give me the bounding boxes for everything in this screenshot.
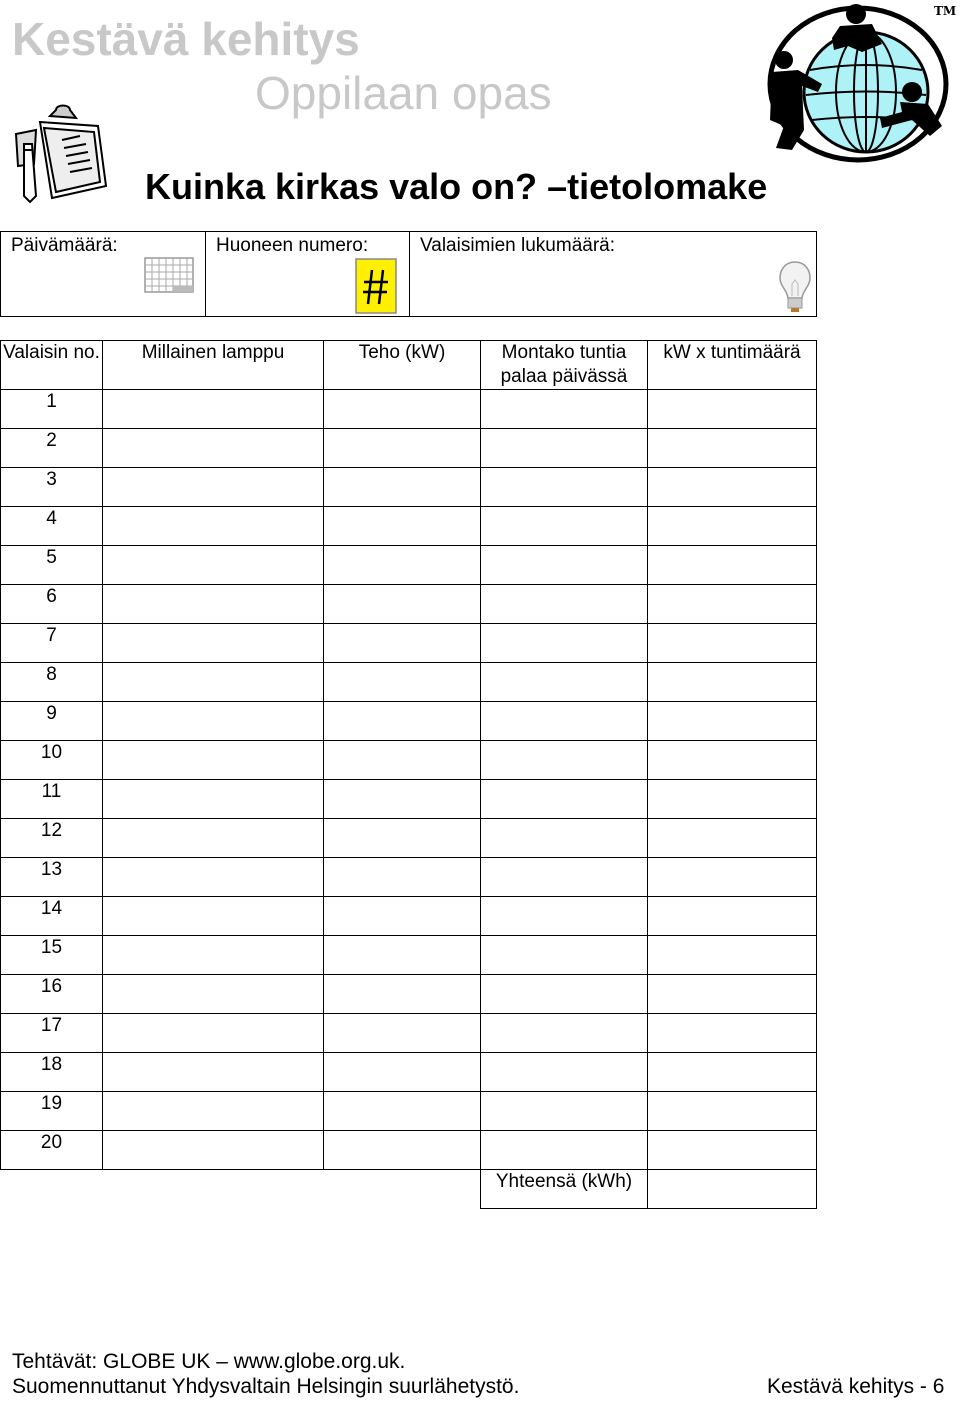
kwh-cell[interactable] bbox=[648, 1131, 817, 1170]
hours-cell[interactable] bbox=[481, 819, 648, 858]
hours-cell[interactable] bbox=[481, 624, 648, 663]
hours-cell[interactable] bbox=[481, 936, 648, 975]
kwh-cell[interactable] bbox=[648, 1014, 817, 1053]
lamp-type-cell[interactable] bbox=[103, 1131, 324, 1170]
table-row bbox=[1, 858, 817, 897]
power-cell[interactable] bbox=[324, 468, 481, 507]
hours-cell[interactable] bbox=[481, 468, 648, 507]
kwh-cell[interactable] bbox=[648, 975, 817, 1014]
empty-cell bbox=[1, 1170, 103, 1209]
hours-cell[interactable] bbox=[481, 663, 648, 702]
table-row bbox=[1, 429, 817, 468]
kwh-cell[interactable] bbox=[648, 429, 817, 468]
col-header-lamp-type: Millainen lamppu bbox=[103, 341, 324, 390]
row-number: 12 bbox=[1, 819, 103, 858]
table-row bbox=[1, 585, 817, 624]
row-number: 6 bbox=[1, 585, 103, 624]
col-header-light-no: Valaisin no. bbox=[1, 341, 103, 390]
trademark-mark: TM bbox=[934, 4, 957, 18]
power-cell[interactable] bbox=[324, 1053, 481, 1092]
document-subtitle: Oppilaan opas bbox=[255, 67, 552, 119]
row-number: 17 bbox=[1, 1014, 103, 1053]
room-number-label: Huoneen numero: bbox=[216, 235, 369, 256]
lamp-type-cell[interactable] bbox=[103, 858, 324, 897]
lamp-type-cell[interactable] bbox=[103, 390, 324, 429]
col-header-hours: Montako tuntia palaa päivässä bbox=[481, 341, 648, 390]
kwh-cell[interactable] bbox=[648, 663, 817, 702]
row-number: 10 bbox=[1, 741, 103, 780]
lamp-type-cell[interactable] bbox=[103, 780, 324, 819]
lamp-type-cell[interactable] bbox=[103, 624, 324, 663]
table-row bbox=[1, 468, 817, 507]
hours-cell[interactable] bbox=[481, 585, 648, 624]
row-number: 13 bbox=[1, 858, 103, 897]
hours-cell[interactable] bbox=[481, 975, 648, 1014]
total-row bbox=[1, 1170, 817, 1209]
power-cell[interactable] bbox=[324, 507, 481, 546]
room-number-cell[interactable] bbox=[206, 232, 410, 317]
light-count-cell[interactable] bbox=[410, 232, 817, 317]
hours-cell[interactable] bbox=[481, 1053, 648, 1092]
footer-translation: Suomennuttanut Yhdysvaltain Helsingin suurlähetystö. bbox=[12, 1375, 520, 1398]
table-row bbox=[1, 507, 817, 546]
lamp-type-cell[interactable] bbox=[103, 975, 324, 1014]
table-row bbox=[1, 936, 817, 975]
worksheet-heading: Kuinka kirkas valo on? –tietolomake bbox=[145, 166, 768, 207]
lamp-type-cell[interactable] bbox=[103, 663, 324, 702]
row-number: 20 bbox=[1, 1131, 103, 1170]
lamp-type-cell[interactable] bbox=[103, 1014, 324, 1053]
table-row bbox=[1, 702, 817, 741]
power-cell[interactable] bbox=[324, 741, 481, 780]
power-cell[interactable] bbox=[324, 429, 481, 468]
power-cell[interactable] bbox=[324, 1131, 481, 1170]
hours-cell[interactable] bbox=[481, 1014, 648, 1053]
power-cell[interactable] bbox=[324, 819, 481, 858]
table-row bbox=[1, 390, 817, 429]
power-cell[interactable] bbox=[324, 936, 481, 975]
hours-cell[interactable] bbox=[481, 429, 648, 468]
kwh-cell[interactable] bbox=[648, 819, 817, 858]
table-row bbox=[1, 1131, 817, 1170]
row-number: 5 bbox=[1, 546, 103, 585]
power-cell[interactable] bbox=[324, 975, 481, 1014]
kwh-cell[interactable] bbox=[648, 507, 817, 546]
lamp-type-cell[interactable] bbox=[103, 429, 324, 468]
row-number: 3 bbox=[1, 468, 103, 507]
empty-cell bbox=[324, 1170, 481, 1209]
date-cell[interactable] bbox=[1, 232, 206, 317]
lamp-type-cell[interactable] bbox=[103, 897, 324, 936]
date-label: Päivämäärä: bbox=[11, 235, 118, 256]
table-row bbox=[1, 741, 817, 780]
kwh-cell[interactable] bbox=[648, 585, 817, 624]
power-cell[interactable] bbox=[324, 702, 481, 741]
hash-icon bbox=[355, 258, 397, 314]
lamp-type-cell[interactable] bbox=[103, 507, 324, 546]
row-number: 4 bbox=[1, 507, 103, 546]
power-cell[interactable] bbox=[324, 897, 481, 936]
table-row bbox=[1, 975, 817, 1014]
table-row bbox=[1, 624, 817, 663]
light-bulb-icon bbox=[778, 260, 812, 314]
lighting-data-table bbox=[0, 340, 817, 1209]
kwh-cell[interactable] bbox=[648, 390, 817, 429]
total-label: Yhteensä (kWh) bbox=[481, 1170, 648, 1209]
kwh-cell[interactable] bbox=[648, 741, 817, 780]
info-table bbox=[0, 231, 817, 317]
row-number: 1 bbox=[1, 390, 103, 429]
col-header-kwh: kW x tuntimäärä bbox=[648, 341, 817, 390]
power-cell[interactable] bbox=[324, 390, 481, 429]
kwh-cell[interactable] bbox=[648, 1053, 817, 1092]
table-row bbox=[1, 663, 817, 702]
lamp-type-cell[interactable] bbox=[103, 702, 324, 741]
table-row bbox=[1, 1014, 817, 1053]
table-row bbox=[1, 780, 817, 819]
lamp-type-cell[interactable] bbox=[103, 468, 324, 507]
kwh-cell[interactable] bbox=[648, 624, 817, 663]
hours-cell[interactable] bbox=[481, 897, 648, 936]
lamp-type-cell[interactable] bbox=[103, 546, 324, 585]
hours-cell[interactable] bbox=[481, 780, 648, 819]
lamp-type-cell[interactable] bbox=[103, 936, 324, 975]
empty-cell bbox=[103, 1170, 324, 1209]
clipboard-pencil-icon bbox=[10, 104, 114, 204]
lamp-type-cell[interactable] bbox=[103, 819, 324, 858]
table-row bbox=[1, 546, 817, 585]
lamp-type-cell[interactable] bbox=[103, 741, 324, 780]
row-number: 9 bbox=[1, 702, 103, 741]
lamp-type-cell[interactable] bbox=[103, 1053, 324, 1092]
calendar-icon bbox=[144, 257, 194, 293]
footer-credits: Tehtävät: GLOBE UK – www.globe.org.uk. bbox=[12, 1350, 406, 1373]
globe-children-logo bbox=[762, 0, 952, 165]
row-number: 7 bbox=[1, 624, 103, 663]
hours-cell[interactable] bbox=[481, 702, 648, 741]
hours-cell[interactable] bbox=[481, 390, 648, 429]
hours-cell[interactable] bbox=[481, 1092, 648, 1131]
row-number: 15 bbox=[1, 936, 103, 975]
table-row bbox=[1, 1053, 817, 1092]
hours-cell[interactable] bbox=[481, 1131, 648, 1170]
row-number: 11 bbox=[1, 780, 103, 819]
kwh-cell[interactable] bbox=[648, 936, 817, 975]
page-number: Kestävä kehitys - 6 bbox=[767, 1375, 945, 1398]
row-number: 8 bbox=[1, 663, 103, 702]
row-number: 18 bbox=[1, 1053, 103, 1092]
table-row bbox=[1, 897, 817, 936]
row-number: 14 bbox=[1, 897, 103, 936]
kwh-cell[interactable] bbox=[648, 468, 817, 507]
lamp-type-cell[interactable] bbox=[103, 1092, 324, 1131]
power-cell[interactable] bbox=[324, 585, 481, 624]
light-count-label: Valaisimien lukumäärä: bbox=[420, 235, 616, 256]
row-number: 19 bbox=[1, 1092, 103, 1131]
power-cell[interactable] bbox=[324, 1014, 481, 1053]
power-cell[interactable] bbox=[324, 780, 481, 819]
kwh-cell[interactable] bbox=[648, 702, 817, 741]
power-cell[interactable] bbox=[324, 858, 481, 897]
kwh-cell[interactable] bbox=[648, 780, 817, 819]
power-cell[interactable] bbox=[324, 624, 481, 663]
total-kwh-cell[interactable] bbox=[648, 1170, 817, 1209]
kwh-cell[interactable] bbox=[648, 858, 817, 897]
table-row bbox=[1, 819, 817, 858]
document-title: Kestävä kehitys bbox=[12, 13, 360, 65]
hours-cell[interactable] bbox=[481, 741, 648, 780]
row-number: 16 bbox=[1, 975, 103, 1014]
col-header-power: Teho (kW) bbox=[324, 341, 481, 390]
table-row bbox=[1, 1092, 817, 1131]
power-cell[interactable] bbox=[324, 663, 481, 702]
hours-cell[interactable] bbox=[481, 546, 648, 585]
power-cell[interactable] bbox=[324, 546, 481, 585]
kwh-cell[interactable] bbox=[648, 546, 817, 585]
kwh-cell[interactable] bbox=[648, 897, 817, 936]
lamp-type-cell[interactable] bbox=[103, 585, 324, 624]
hours-cell[interactable] bbox=[481, 507, 648, 546]
kwh-cell[interactable] bbox=[648, 1092, 817, 1131]
hours-cell[interactable] bbox=[481, 858, 648, 897]
power-cell[interactable] bbox=[324, 1092, 481, 1131]
row-number: 2 bbox=[1, 429, 103, 468]
table-header-row bbox=[1, 341, 817, 390]
